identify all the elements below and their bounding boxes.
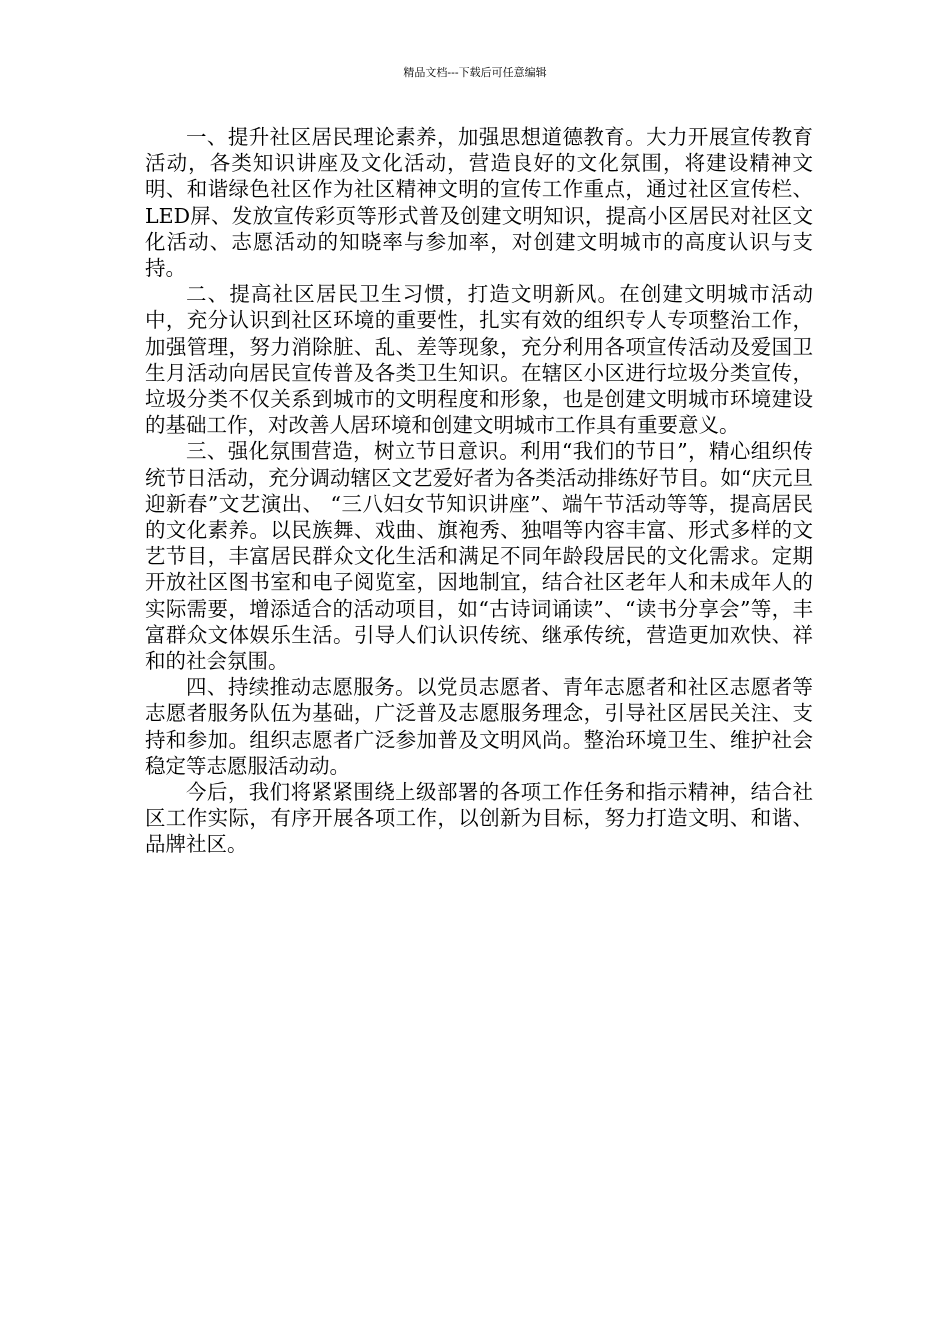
- paragraph-5: 今后，我们将紧紧围绕上级部署的各项工作任务和指示精神，结合社区工作实际，有序开展各项工作，以创新为目标，努力打造文明、和谐、品牌社区。: [145, 780, 813, 857]
- paragraph-3: 三、强化氛围营造，树立节日意识。利用“我们的节日”，精心组织传统节日活动，充分调动辖区文艺爱好者为各类活动排练好节目。如“庆元旦迎新春”文艺演出、 “三八妇女节知识讲座”、端午节活动等等，提高居民的文化素养。以民族舞、戏曲、旗袍秀、独唱等内容丰富、形式多样的文艺节目，丰富居民群众文化生活和满足不同年龄段居民的文化需求。定期开放社区图书室和电子阅览室，因地制宜，结合社区老年人和未成年人的实际需要，增添适合的活动项目，如“古诗词诵读”、“读书分享会”等，丰富群众文体娱乐生活。引导人们认识传统、继承传统，营造更加欢快、祥和的社会氛围。: [145, 439, 813, 674]
- paragraph-4: 四、持续推动志愿服务。以党员志愿者、青年志愿者和社区志愿者等志愿者服务队伍为基础，广泛普及志愿服务理念，引导社区居民关注、支持和参加。组织志愿者广泛参加普及文明风尚。整治环境卫生、维护社会稳定等志愿服活动动。: [145, 675, 813, 778]
- paragraph-2: 二、提高社区居民卫生习惯，打造文明新风。在创建文明城市活动中，充分认识到社区环境的重要性，扎实有效的组织专人专项整治工作，加强管理，努力消除脏、乱、差等现象，充分利用各项宣传活动及爱国卫生月活动向居民宣传普及各类卫生知识。在辖区小区进行垃圾分类宣传，垃圾分类不仅关系到城市的文明程度和形象，也是创建文明城市环境建设的基础工作，对改善人居环境和创建文明城市工作具有重要意义。: [145, 282, 813, 438]
- document-body: [145, 124, 813, 858]
- paragraph-1: 一、提升社区居民理论素养，加强思想道德教育。大力开展宣传教育活动，各类知识讲座及文化活动，营造良好的文化氛围，将建设精神文明、和谐绿色社区作为社区精神文明的宣传工作重点，通过社区宣传栏、LED屏、发放宣传彩页等形式普及创建文明知识，提高小区居民对社区文化活动、志愿活动的知晓率与参加率，对创建文明城市的高度认识与支持。: [145, 125, 813, 281]
- page-header: 精品文档---下载后可任意编辑: [403, 66, 547, 79]
